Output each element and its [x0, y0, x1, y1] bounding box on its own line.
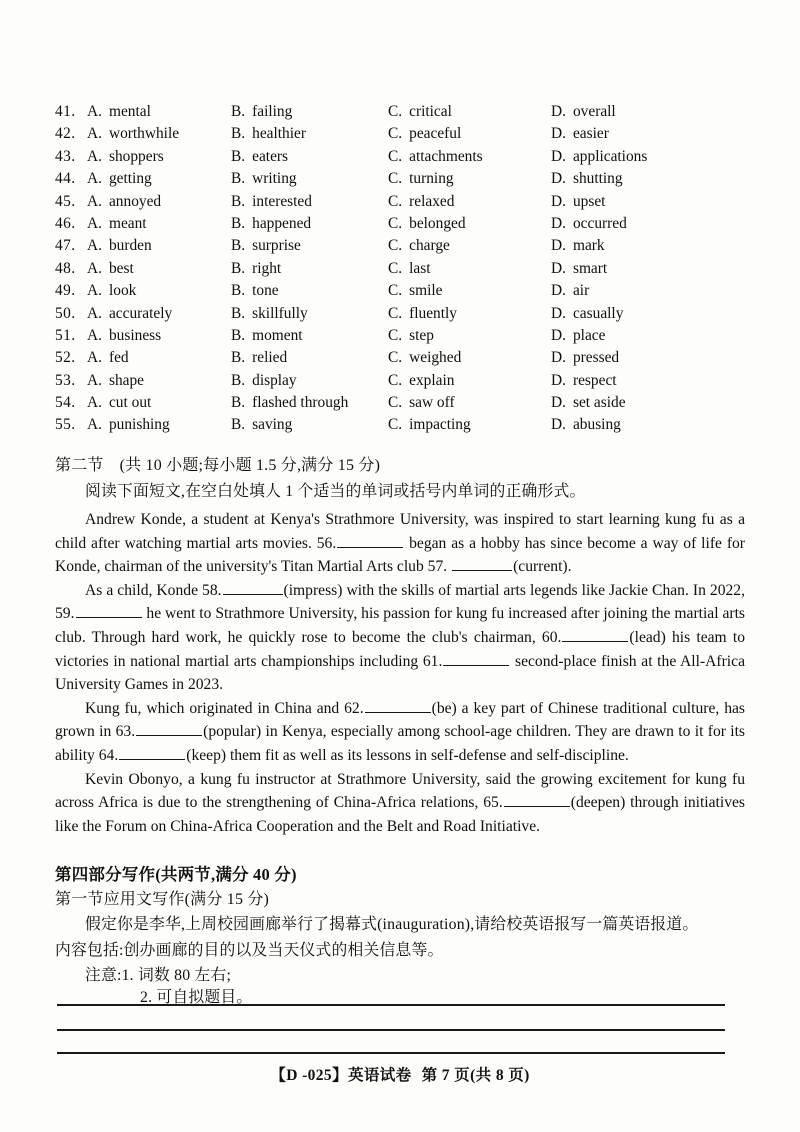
option-c[interactable] [388, 347, 461, 369]
answer-blank-56[interactable] [337, 534, 403, 548]
option-b[interactable] [231, 258, 281, 280]
option-text-d: place [572, 326, 606, 344]
option-d[interactable] [551, 213, 627, 235]
option-text-c: last [409, 259, 431, 277]
option-label-a: A. [87, 326, 102, 344]
question-number: 49. [55, 282, 76, 300]
option-a[interactable] [87, 101, 151, 123]
question-number: 47. [55, 237, 76, 255]
option-d[interactable] [551, 146, 647, 168]
paragraph-run: (current). [513, 558, 572, 576]
option-text-c: critical [409, 103, 452, 120]
page-number: 第 7 页(共 8 页) [421, 1067, 530, 1084]
option-label-b: B. [231, 103, 246, 120]
option-text-c: smile [409, 282, 443, 300]
option-label-c: C. [388, 259, 403, 277]
option-c[interactable] [388, 258, 431, 280]
passage-paragraph-1 [55, 508, 745, 579]
option-text-a: look [108, 282, 137, 300]
question-number: 55. [55, 416, 76, 434]
option-d[interactable] [551, 347, 619, 369]
passage-paragraph-2 [55, 579, 745, 697]
option-label-c: C. [388, 394, 403, 412]
option-a[interactable] [87, 146, 164, 168]
option-c[interactable] [388, 303, 457, 325]
option-a[interactable] [87, 123, 179, 145]
option-text-d: shutting [572, 170, 623, 188]
option-text-c: turning [409, 170, 454, 188]
option-label-b: B. [231, 304, 246, 322]
writing-section-one-heading [55, 886, 745, 909]
option-b[interactable] [231, 235, 301, 257]
option-label-d: D. [551, 237, 566, 255]
option-d[interactable] [551, 258, 607, 280]
option-text-a: meant [108, 214, 147, 232]
option-text-b: saving [252, 416, 293, 434]
option-label-d: D. [551, 192, 566, 210]
option-a[interactable] [87, 280, 136, 302]
option-text-d: overall [572, 103, 616, 120]
option-label-c: C. [388, 326, 403, 344]
option-b[interactable] [231, 414, 292, 436]
option-c[interactable] [388, 123, 461, 145]
option-label-b: B. [231, 326, 246, 344]
option-d[interactable] [551, 235, 605, 257]
option-c[interactable] [388, 370, 454, 392]
option-label-a: A. [87, 282, 102, 300]
paragraph-run: he went to Strathmore University, his passion for kung fu increased after joining the martial arts club. Through hard work, he quickly rose to become the club's chairman, 60. [55, 605, 745, 646]
table-row [55, 123, 745, 145]
option-b[interactable] [231, 101, 292, 123]
option-label-b: B. [231, 237, 246, 255]
option-label-d: D. [551, 282, 566, 300]
section-two-heading [55, 452, 745, 475]
option-a[interactable] [87, 347, 129, 369]
option-label-d: D. [551, 125, 566, 143]
cloze-passage [55, 508, 745, 838]
option-c[interactable] [388, 414, 471, 436]
option-label-a: A. [87, 371, 102, 389]
option-b[interactable] [231, 370, 297, 392]
option-text-c: step [409, 326, 434, 344]
option-b[interactable] [231, 347, 287, 369]
option-label-a: A. [87, 147, 102, 165]
option-label-d: D. [551, 304, 566, 322]
option-text-c: attachments [409, 147, 483, 165]
option-label-a: A. [87, 349, 102, 367]
option-label-c: C. [388, 371, 403, 389]
option-text-a: burden [108, 237, 152, 255]
table-row [55, 258, 745, 280]
option-label-b: B. [231, 349, 246, 367]
table-row [55, 168, 745, 190]
option-label-b: B. [231, 394, 246, 412]
option-label-a: A. [87, 192, 102, 210]
option-label-b: B. [231, 416, 246, 434]
option-text-b: right [252, 259, 282, 277]
answer-line[interactable] [57, 1004, 725, 1006]
question-number: 51. [55, 326, 76, 344]
answer-blank-64[interactable] [119, 746, 185, 760]
paragraph-run: second-place finish at the All-Africa University Games in 2023. [55, 652, 745, 694]
option-a[interactable] [87, 258, 134, 280]
multiple-choice-list [55, 101, 745, 437]
option-label-b: B. [231, 125, 246, 143]
option-text-a: cut out [108, 394, 152, 412]
writing-prompt-line-2: 内容包括:创办画廊的目的以及当天仪式的相关信息等。 [55, 942, 444, 959]
question-number: 48. [55, 259, 76, 277]
page-footer [0, 1063, 800, 1085]
option-text-a: best [108, 259, 134, 277]
option-label-c: C. [388, 304, 403, 322]
option-text-c: saw off [409, 394, 455, 412]
option-text-d: smart [572, 259, 608, 277]
option-d[interactable] [551, 101, 616, 123]
paragraph-run: (popular) in Kenya, especially among school-age children. They are drawn to it for its ability 64. [55, 723, 746, 764]
option-text-d: air [572, 282, 590, 300]
option-a[interactable] [87, 235, 152, 257]
option-label-d: D. [551, 326, 566, 344]
option-label-b: B. [231, 259, 246, 277]
option-d[interactable] [551, 280, 589, 302]
option-text-a: worthwhile [108, 125, 180, 143]
question-number: 42. [55, 125, 76, 143]
option-text-d: set aside [572, 394, 626, 412]
option-label-c: C. [388, 170, 403, 188]
option-label-d: D. [551, 394, 566, 412]
section-two-detail: (共 10 小题;每小题 1.5 分,满分 15 分) [119, 457, 381, 474]
question-number: 44. [55, 170, 76, 188]
option-label-a: A. [87, 103, 102, 120]
option-a[interactable] [87, 414, 170, 436]
paragraph-run: (be) a key part of Chinese traditional culture, has grown in 63. [55, 699, 745, 741]
option-text-c: weighed [409, 349, 462, 367]
option-d[interactable] [551, 325, 605, 347]
option-label-a: A. [87, 170, 102, 188]
option-text-a: punishing [108, 416, 170, 434]
option-b[interactable] [231, 123, 306, 145]
option-a[interactable] [87, 191, 161, 213]
option-text-b: writing [252, 170, 297, 188]
option-label-b: B. [231, 170, 246, 188]
question-number: 43. [55, 147, 76, 165]
option-a[interactable] [87, 213, 147, 235]
table-row [55, 101, 745, 123]
option-label-b: B. [231, 371, 246, 389]
option-text-b: tone [252, 282, 279, 300]
option-b[interactable] [231, 392, 348, 414]
option-c[interactable] [388, 168, 454, 190]
option-text-c: peaceful [409, 125, 462, 143]
option-c[interactable] [388, 325, 434, 347]
paragraph-run: Andrew Konde, a student at Kenya's Strathmore University, was inspired to start learning kung fu as a child after watching martial arts movies. 56. [55, 511, 745, 552]
option-text-a: annoyed [108, 192, 162, 210]
paragraph-run: began as a hobby has since become a way of life for Konde, chairman of the university's Titan Martial Arts club 57. [55, 534, 746, 576]
answer-blank-61[interactable] [443, 652, 509, 666]
paragraph-run: Kevin Obonyo, a kung fu instructor at Strathmore University, said the growing excitement for kung fu across Africa is due to the strengthening of China-Africa relations, 65. [55, 770, 745, 812]
option-text-b: moment [252, 326, 303, 344]
option-label-c: C. [388, 103, 403, 120]
table-row [55, 392, 745, 414]
option-c[interactable] [388, 213, 466, 235]
option-text-c: relaxed [409, 192, 455, 210]
option-label-a: A. [87, 394, 102, 412]
option-c[interactable] [388, 392, 455, 414]
option-label-d: D. [551, 170, 566, 188]
option-label-c: C. [388, 416, 403, 434]
option-text-b: flashed through [252, 394, 349, 412]
option-d[interactable] [551, 370, 617, 392]
option-label-d: D. [551, 416, 566, 434]
option-b[interactable] [231, 168, 297, 190]
answer-blank-65[interactable] [504, 793, 570, 807]
answer-blank-57[interactable] [452, 557, 512, 571]
question-number: 54. [55, 394, 76, 412]
option-d[interactable] [551, 123, 609, 145]
option-c[interactable] [388, 191, 454, 213]
part-four-label: 第四部分 [55, 865, 122, 884]
table-row [55, 191, 745, 213]
passage-paragraph-3 [55, 697, 745, 768]
option-d[interactable] [551, 392, 626, 414]
option-label-c: C. [388, 192, 403, 210]
option-a[interactable] [87, 392, 151, 414]
paragraph-run: As a child, Konde 58. [85, 581, 222, 599]
option-text-d: respect [572, 371, 617, 389]
answer-line[interactable] [57, 1029, 725, 1031]
option-c[interactable] [388, 235, 450, 257]
table-row [55, 370, 745, 392]
option-label-d: D. [551, 259, 566, 277]
option-text-b: relied [252, 349, 288, 367]
option-d[interactable] [551, 168, 623, 190]
section-two-label: 第二节 [55, 457, 104, 474]
option-text-c: fluently [409, 304, 457, 322]
option-text-a: shape [108, 371, 145, 389]
answer-blank-60[interactable] [562, 628, 628, 642]
option-label-a: A. [87, 125, 102, 143]
option-label-d: D. [551, 371, 566, 389]
paper-code: 【D -025】英语试卷 [270, 1067, 412, 1084]
option-text-a: getting [108, 170, 152, 188]
option-label-c: C. [388, 349, 403, 367]
option-text-d: mark [572, 237, 605, 255]
option-text-d: upset [572, 192, 606, 210]
option-text-a: shoppers [108, 147, 164, 165]
option-label-c: C. [388, 125, 403, 143]
option-d[interactable] [551, 191, 605, 213]
table-row [55, 146, 745, 168]
option-a[interactable] [87, 303, 172, 325]
option-b[interactable] [231, 325, 303, 347]
option-a[interactable] [87, 168, 152, 190]
option-a[interactable] [87, 370, 144, 392]
option-label-b: B. [231, 282, 246, 300]
table-row [55, 280, 745, 302]
answer-line[interactable] [57, 1052, 725, 1054]
option-text-b: interested [252, 192, 312, 210]
option-text-c: belonged [409, 214, 466, 232]
option-label-b: B. [231, 192, 246, 210]
option-text-d: applications [572, 147, 648, 165]
passage-paragraph-4 [55, 768, 745, 839]
option-d[interactable] [551, 414, 621, 436]
option-d[interactable] [551, 303, 623, 325]
option-text-a: fed [108, 349, 129, 367]
option-b[interactable] [231, 191, 312, 213]
option-label-c: C. [388, 214, 403, 232]
writing-prompt-line-1: 假定你是李华,上周校园画廊举行了揭幕式(inauguration),请给校英语报写一篇英语报道。 [85, 916, 699, 933]
option-label-c: C. [388, 147, 403, 165]
writing-note-line-1: 注意:1. 词数 80 左右; [85, 967, 232, 984]
option-label-d: D. [551, 147, 566, 165]
answer-blank-59[interactable] [76, 604, 142, 618]
table-row [55, 235, 745, 257]
option-text-b: eaters [252, 147, 289, 165]
option-label-d: D. [551, 103, 566, 120]
option-text-c: charge [409, 237, 450, 255]
option-text-b: skillfully [252, 304, 308, 322]
option-c[interactable] [388, 280, 442, 302]
part-four-detail: 写作(共两节,满分 40 分) [121, 865, 297, 884]
paragraph-run: (impress) with the skills of martial arts legends like Jackie Chan. In 2022, 59. [55, 581, 745, 623]
option-text-a: mental [108, 103, 151, 120]
answer-blank-62[interactable] [365, 699, 431, 713]
option-text-d: casually [572, 304, 624, 322]
option-label-d: D. [551, 349, 566, 367]
option-label-c: C. [388, 237, 403, 255]
option-text-b: happened [252, 214, 312, 232]
paragraph-run: Kung fu, which originated in China and 62. [85, 699, 364, 717]
option-label-a: A. [87, 237, 102, 255]
option-text-b: display [252, 371, 297, 389]
option-label-a: A. [87, 304, 102, 322]
option-label-b: B. [231, 214, 246, 232]
option-text-b: surprise [252, 237, 301, 255]
option-text-c: impacting [409, 416, 471, 434]
option-label-a: A. [87, 259, 102, 277]
question-number: 50. [55, 304, 76, 322]
question-number: 46. [55, 214, 76, 232]
option-text-d: abusing [572, 416, 621, 434]
question-number: 41. [55, 103, 76, 120]
paragraph-run: (deepen) through initiatives like the Forum on China-Africa Cooperation and the Belt and Road Initiative. [55, 794, 745, 835]
option-c[interactable] [388, 146, 483, 168]
option-b[interactable] [231, 280, 279, 302]
option-text-c: explain [409, 371, 455, 389]
writing-section-one-label: 第一节 [55, 891, 104, 908]
question-number: 53. [55, 371, 76, 389]
option-c[interactable] [388, 101, 452, 123]
option-text-b: failing [252, 103, 293, 120]
option-b[interactable] [231, 303, 308, 325]
option-b[interactable] [231, 146, 288, 168]
option-text-b: healthier [252, 125, 306, 143]
option-label-d: D. [551, 214, 566, 232]
option-label-a: A. [87, 416, 102, 434]
question-number: 45. [55, 192, 76, 210]
answer-blank-63[interactable] [136, 722, 202, 736]
option-text-d: pressed [572, 349, 620, 367]
table-row [55, 347, 745, 369]
part-four-heading [55, 861, 745, 885]
table-row [55, 325, 745, 347]
option-text-d: occurred [572, 214, 627, 232]
writing-note-line-2: 2. 可自拟题目。 [140, 989, 253, 1006]
answer-blank-58[interactable] [223, 581, 283, 595]
writing-section-one-detail: 应用文写作(满分 15 分) [103, 891, 270, 908]
option-text-d: easier [572, 125, 609, 143]
paragraph-run: (keep) them fit as well as its lessons in self-defense and self-discipline. [186, 746, 629, 764]
option-label-a: A. [87, 214, 102, 232]
table-row [55, 303, 745, 325]
option-label-b: B. [231, 147, 246, 165]
option-b[interactable] [231, 213, 311, 235]
option-a[interactable] [87, 325, 161, 347]
table-row [55, 213, 745, 235]
paragraph-run: (lead) his team to victories in national martial arts championships including 61. [55, 628, 745, 670]
option-label-c: C. [388, 282, 403, 300]
section-two-instruction: 阅读下面短文,在空白处填人 1 个适当的单词或括号内单词的正确形式。 [85, 483, 586, 500]
option-text-a: business [108, 326, 162, 344]
option-text-a: accurately [108, 304, 173, 322]
question-number: 52. [55, 349, 76, 367]
table-row [55, 414, 745, 436]
